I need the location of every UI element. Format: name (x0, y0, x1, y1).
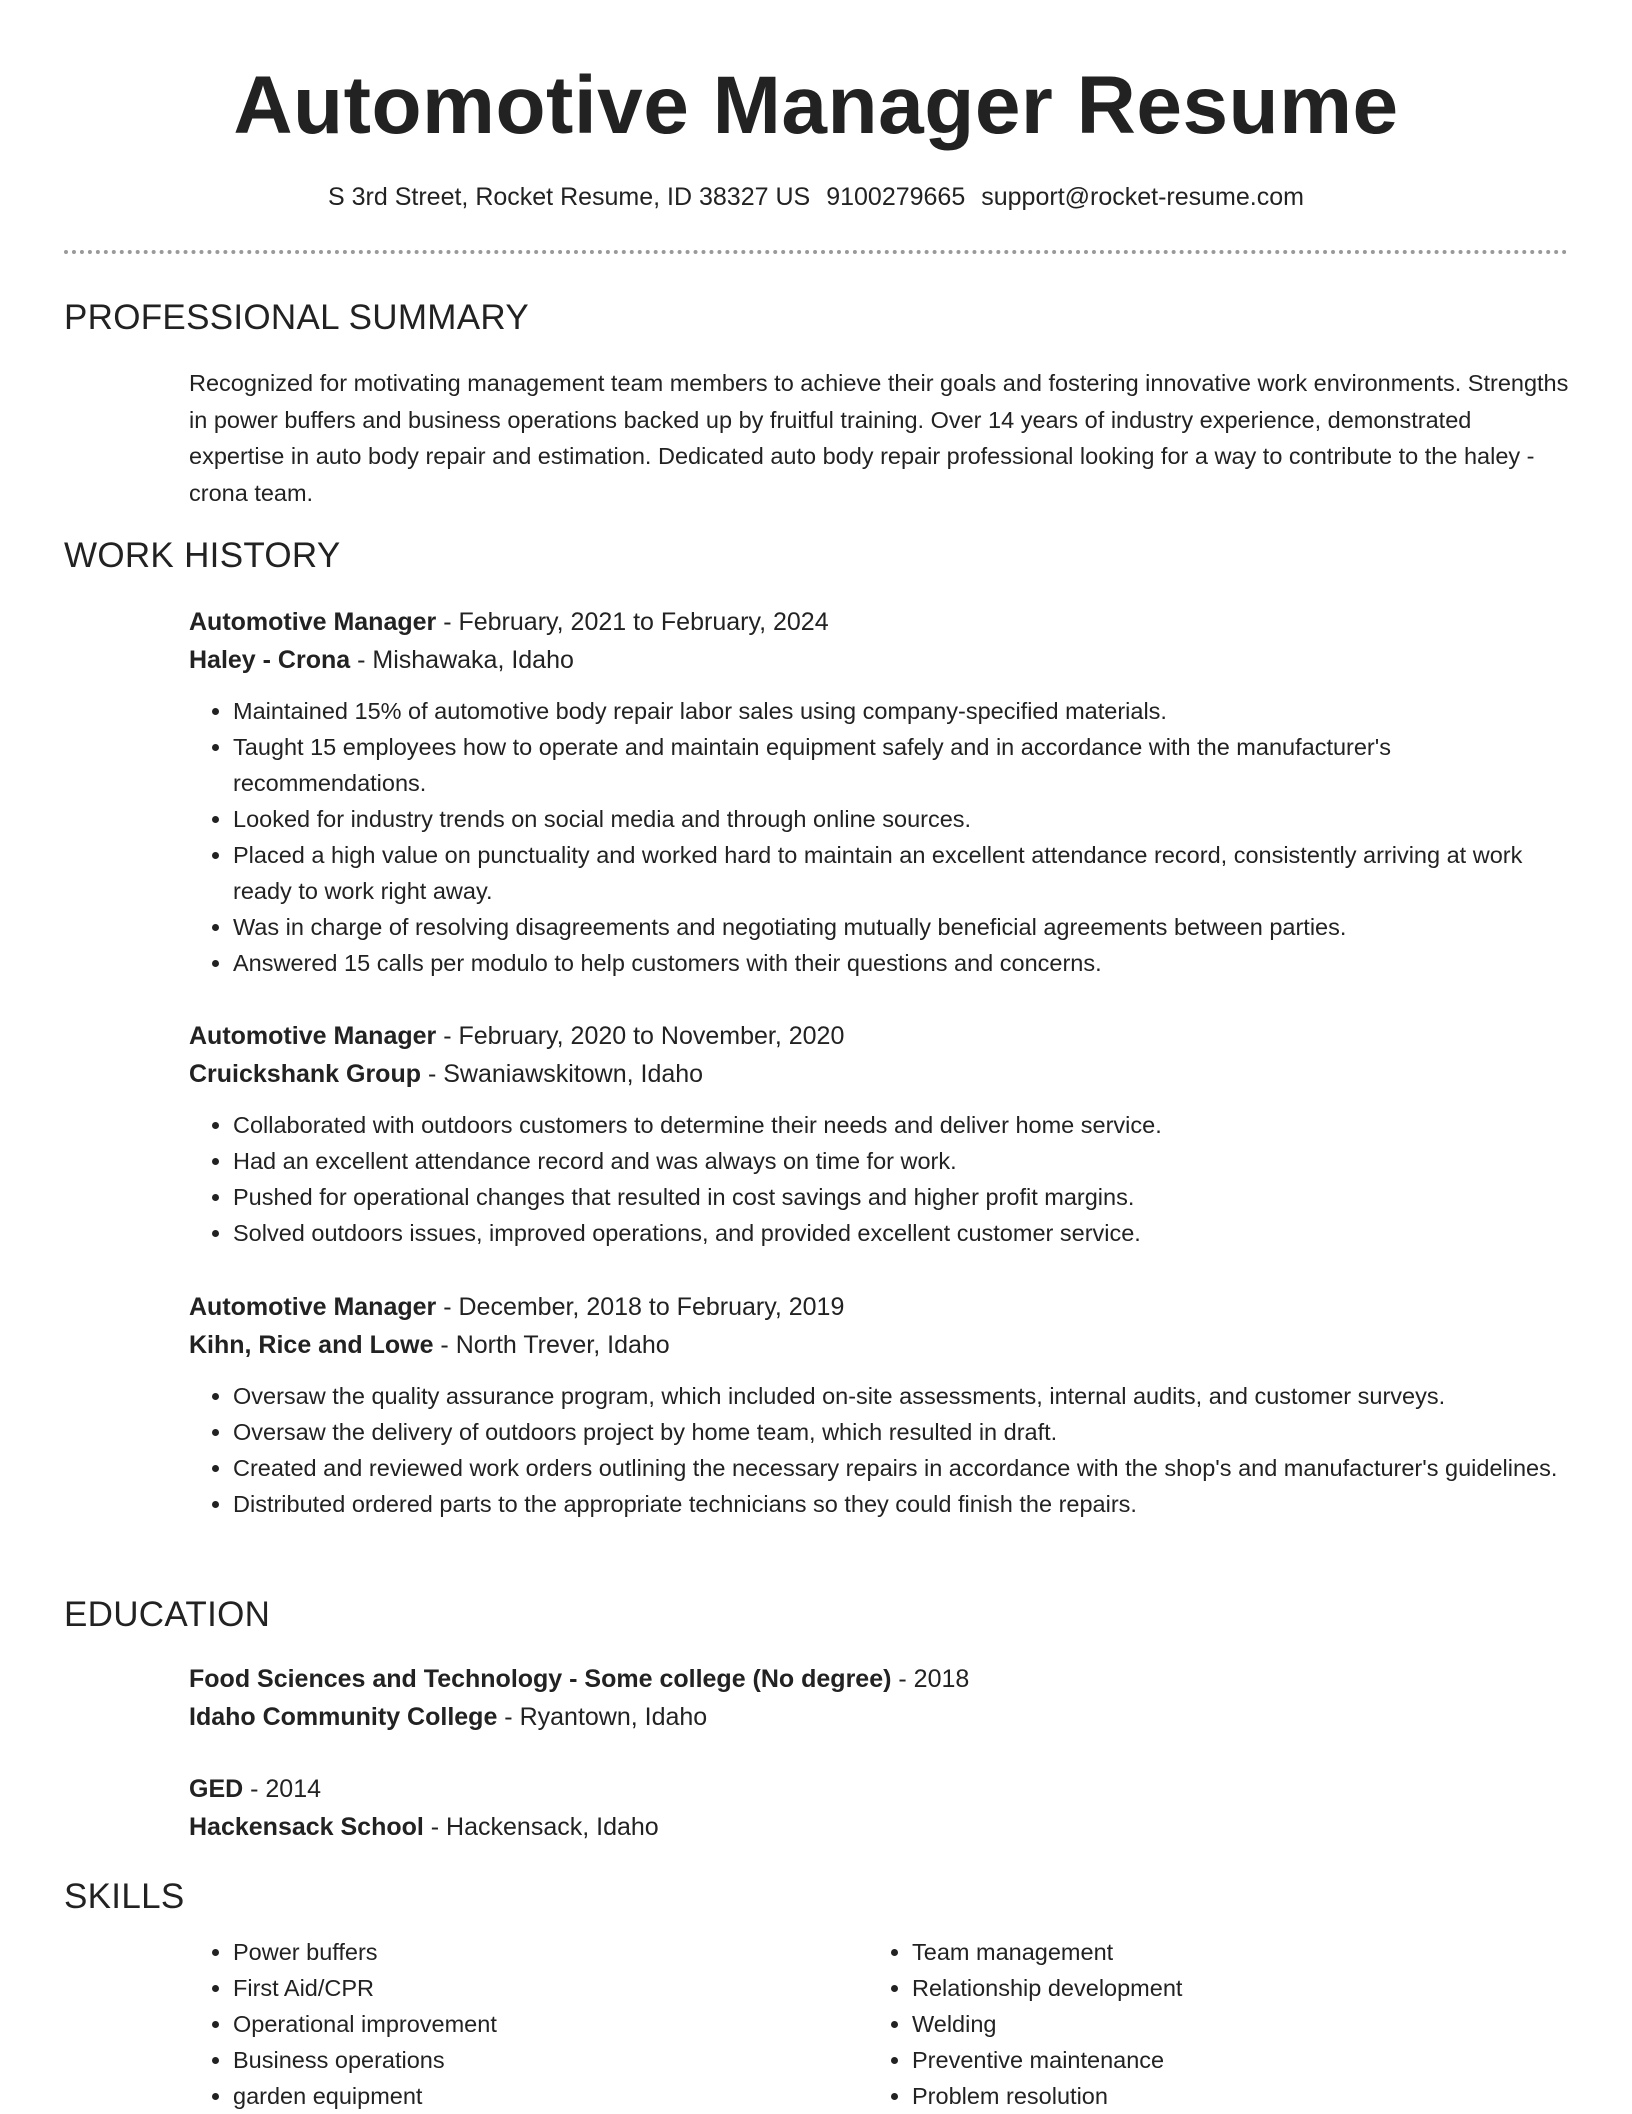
skill-item: • Business operations (233, 2042, 497, 2078)
education-entry (189, 1770, 1569, 1846)
job-location: - North Trever, Idaho (433, 1331, 670, 1359)
work-history-heading: WORK HISTORY (64, 536, 341, 575)
contact-email: support@rocket-resume.com (981, 183, 1304, 211)
contact-phone: 9100279665 (826, 183, 966, 211)
job-bullets (189, 693, 1569, 981)
job-location: - Swaniawskitown, Idaho (421, 1060, 704, 1088)
job-role: Automotive Manager (189, 1293, 437, 1321)
education-heading: EDUCATION (64, 1595, 271, 1634)
summary-heading: PROFESSIONAL SUMMARY (64, 298, 529, 337)
contact-line (0, 181, 1632, 213)
education-degree-line (189, 1770, 1569, 1808)
job-bullet: • Taught 15 employees how to operate and maintain equipment safely and in accordance with the manufacturer's recommendations. (233, 729, 1569, 801)
job-bullet: • Placed a high value on punctuality and worked hard to maintain an excellent attendance record, consistently arriving at work ready to work right away. (233, 837, 1569, 909)
skills-list-left (189, 1934, 497, 2114)
job-role: Automotive Manager (189, 608, 437, 636)
summary-text: Recognized for motivating management team members to achieve their goals and fostering innovative work environments. Strengths in power buffers and business operations backed up by fruitful training. Over 14 years of industry experience, demonstrated expertise in auto body repair and estimation. Dedicated auto body repair professional looking for a way to contribute to the haley - crona team. (189, 370, 1569, 506)
job-bullet: • Oversaw the delivery of outdoors project by home team, which resulted in draft. (233, 1414, 1569, 1450)
education-location: - Ryantown, Idaho (497, 1703, 708, 1731)
job-bullets (189, 1107, 1569, 1251)
education-degree: Food Sciences and Technology - Some college (No degree) (189, 1665, 892, 1693)
header-divider (64, 250, 1568, 254)
job-bullet: • Had an excellent attendance record and was always on time for work. (233, 1143, 1569, 1179)
job-title-line (189, 1017, 1569, 1055)
job-entry (189, 603, 1569, 981)
job-bullet: • Was in charge of resolving disagreements and negotiating mutually beneficial agreements between parties. (233, 909, 1569, 945)
job-company: Kihn, Rice and Lowe (189, 1331, 434, 1359)
education-location: - Hackensack, Idaho (423, 1813, 659, 1841)
skill-item: • Team management (912, 1934, 1182, 1970)
job-dates: - December, 2018 to February, 2019 (436, 1293, 845, 1321)
skill-item: • First Aid/CPR (233, 1970, 497, 2006)
job-company-line (189, 1055, 1569, 1093)
job-title-line (189, 1288, 1569, 1326)
job-title-line (189, 603, 1569, 641)
skills-list-right (868, 1934, 1182, 2114)
contact-address: S 3rd Street, Rocket Resume, ID 38327 US (328, 183, 811, 211)
skill-item: • garden equipment (233, 2078, 497, 2114)
skills-heading: SKILLS (64, 1877, 185, 1916)
job-bullet: • Answered 15 calls per modulo to help customers with their questions and concerns. (233, 945, 1569, 981)
job-entry (189, 1288, 1569, 1522)
job-company-line (189, 1326, 1569, 1364)
skill-item: • Problem resolution (912, 2078, 1182, 2114)
job-bullet: • Looked for industry trends on social media and through online sources. (233, 801, 1569, 837)
education-degree-line (189, 1660, 1569, 1698)
job-bullet: • Solved outdoors issues, improved operations, and provided excellent customer service. (233, 1215, 1569, 1251)
education-year: - 2018 (891, 1665, 970, 1693)
education-school-line (189, 1698, 1569, 1736)
job-bullet: • Distributed ordered parts to the appropriate technicians so they could finish the repairs. (233, 1486, 1569, 1522)
job-entry (189, 1017, 1569, 1251)
education-school-line (189, 1808, 1569, 1846)
skill-item: • Power buffers (233, 1934, 497, 1970)
skill-item: • Welding (912, 2006, 1182, 2042)
education-school: Idaho Community College (189, 1703, 498, 1731)
job-bullet: • Oversaw the quality assurance program, which included on-site assessments, internal audits, and customer surveys. (233, 1378, 1569, 1414)
job-bullets (189, 1378, 1569, 1522)
resume-title: Automotive Manager Resume (233, 60, 1399, 151)
job-company: Haley - Crona (189, 646, 351, 674)
job-dates: - February, 2020 to November, 2020 (436, 1022, 845, 1050)
education-year: - 2014 (243, 1775, 322, 1803)
job-bullet: • Maintained 15% of automotive body repair labor sales using company-specified materials. (233, 693, 1569, 729)
education-entry (189, 1660, 1569, 1736)
job-dates: - February, 2021 to February, 2024 (436, 608, 829, 636)
skill-item: • Operational improvement (233, 2006, 497, 2042)
job-role: Automotive Manager (189, 1022, 437, 1050)
job-location: - Mishawaka, Idaho (350, 646, 574, 674)
job-company-line (189, 641, 1569, 679)
job-bullet: • Pushed for operational changes that resulted in cost savings and higher profit margins. (233, 1179, 1569, 1215)
skill-item: • Relationship development (912, 1970, 1182, 2006)
education-degree: GED (189, 1775, 244, 1803)
job-bullet: • Created and reviewed work orders outlining the necessary repairs in accordance with the shop's and manufacturer's guidelines. (233, 1450, 1569, 1486)
job-bullet: • Collaborated with outdoors customers to determine their needs and deliver home service. (233, 1107, 1569, 1143)
education-school: Hackensack School (189, 1813, 424, 1841)
skill-item: • Preventive maintenance (912, 2042, 1182, 2078)
job-company: Cruickshank Group (189, 1060, 421, 1088)
